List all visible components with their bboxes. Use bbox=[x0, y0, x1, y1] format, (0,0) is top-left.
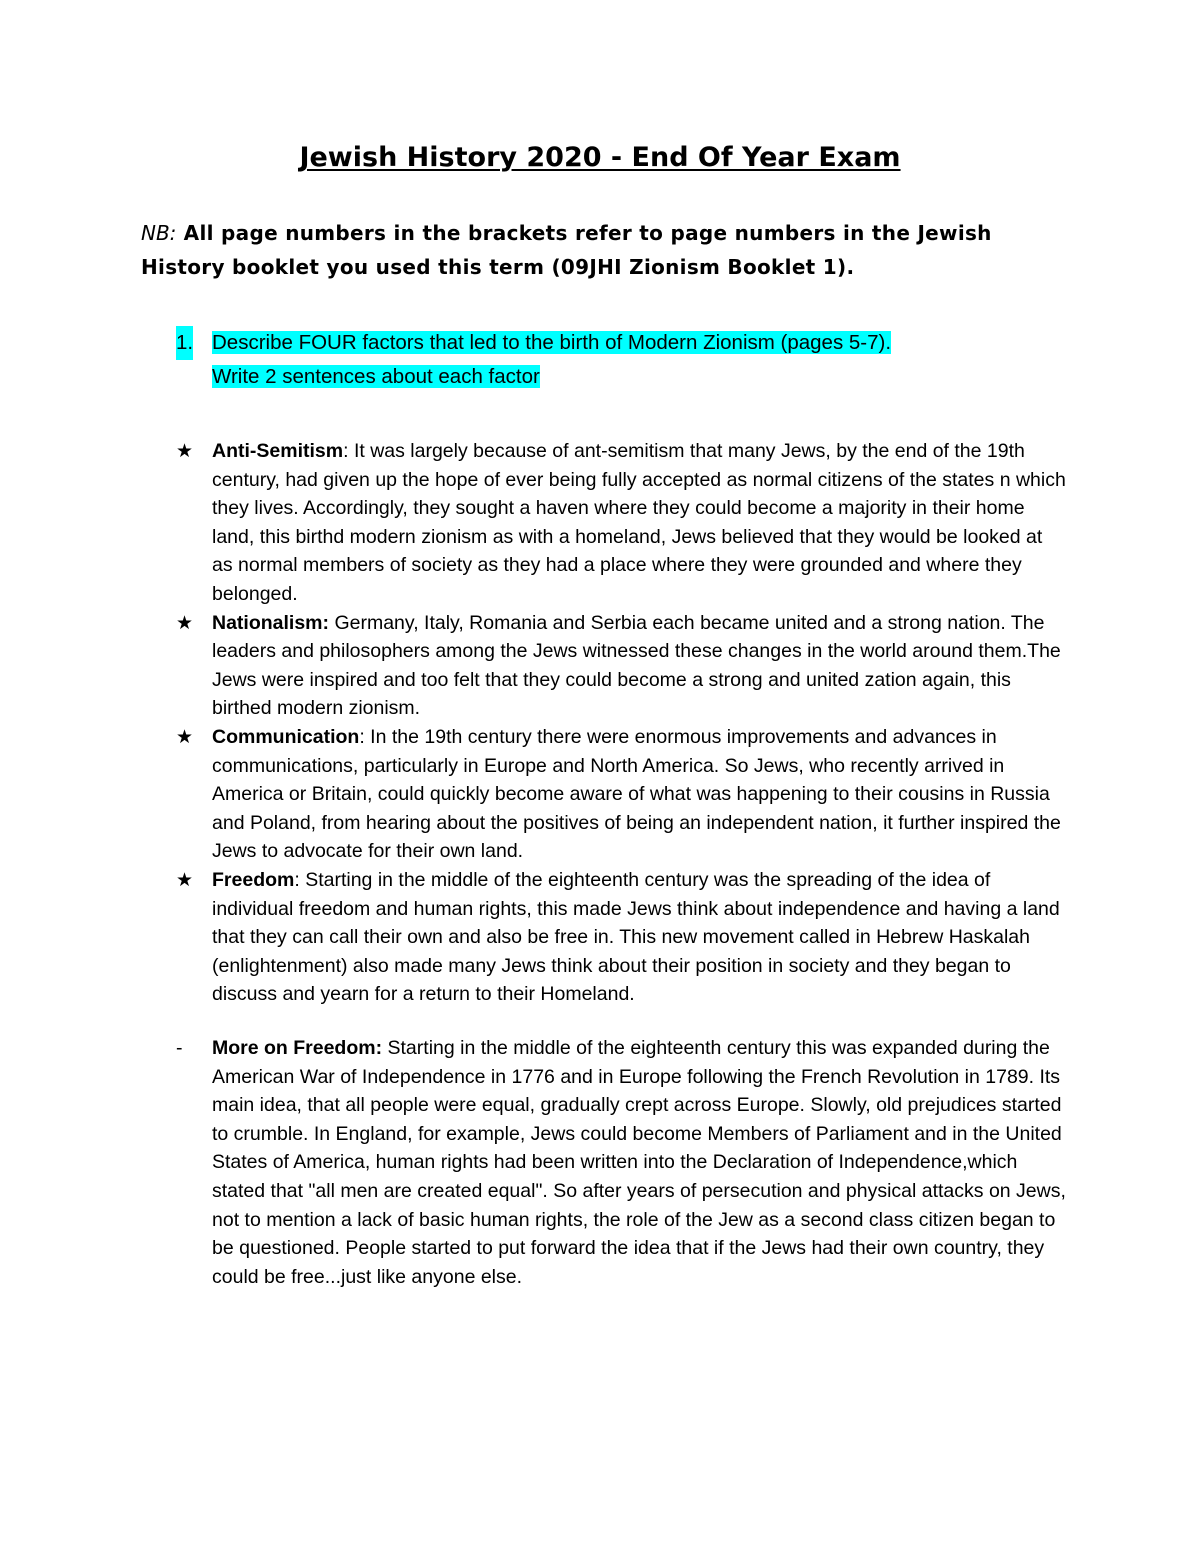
factor-text: : It was largely because of ant-semitism that many Jews, by the end of the 19th century, had given up the hope of ever being fully accepted as normal citizens of the states n which they lives. Accordingly, they sought a haven where they could become a majority in their home land, this birthd modern zionism as with a homeland, Jews believed that they would be looked at as normal members of society as they had a place where they were grounded and where they belonged. bbox=[212, 440, 1066, 605]
factor-item-anti-semitism bbox=[176, 437, 1066, 609]
factor-list bbox=[176, 437, 1066, 1009]
question-line-2: Write 2 sentences about each factor bbox=[212, 365, 540, 388]
more-term: More on Freedom: bbox=[212, 1037, 383, 1059]
question-number: 1. bbox=[176, 326, 193, 360]
factor-item-nationalism bbox=[176, 609, 1066, 723]
factor-item-communication bbox=[176, 723, 1066, 866]
page-title-text: Jewish History 2020 - End Of Year Exam bbox=[299, 142, 901, 173]
more-text: Starting in the middle of the eighteenth century this was expanded during the American War of Independence in 1776 and in Europe following the French Revolution in 1789. Its main idea, that all people were equal, gradually crept across Europe. Slowly, old prejudices started to crumble. In England, for example, Jews could become Members of Parliament and in the United States of America, human rights had been written into the Declaration of Independence,which stated that "all men are created equal". So after years of persecution and physical attacks on Jews, not to mention a lack of basic human rights, the role of the Jew as a second class citizen began to be questioned. People started to put forward the idea that if the Jews had their own country, they could be free...just like anyone else. bbox=[212, 1037, 1066, 1288]
question-text bbox=[212, 326, 1056, 394]
factor-term: Anti-Semitism bbox=[212, 440, 344, 462]
nb-note bbox=[141, 216, 1061, 284]
star-bullet-icon: ★ bbox=[176, 440, 194, 462]
star-bullet-icon: ★ bbox=[176, 725, 194, 748]
page-title bbox=[0, 141, 1200, 175]
factor-term: Nationalism: bbox=[212, 611, 330, 634]
star-bullet-icon: ★ bbox=[176, 611, 194, 634]
factor-item-freedom bbox=[176, 866, 1066, 1009]
dash-bullet: - bbox=[176, 1037, 183, 1059]
factor-term: Freedom bbox=[212, 868, 295, 891]
question-1 bbox=[176, 326, 1056, 394]
factor-text: Germany, Italy, Romania and Serbia each became united and a strong nation. The leaders and philosophers among the Jews witnessed these changes in the world around them.The Jews were inspired and too felt that they could become a strong and united zation again, this birthed modern zionism. bbox=[212, 611, 1061, 720]
question-line-1: Describe FOUR factors that led to the birth of Modern Zionism (pages 5-7). bbox=[212, 331, 892, 354]
factor-text: : Starting in the middle of the eighteenth century was the spreading of the idea of individual freedom and human rights, this made Jews think about independence and having a land that they can call their own and also be free in. This new movement called in Hebrew Haskalah (enlightenment) also made many Jews think about their position in society and they began to discuss and yearn for a return to their Homeland. bbox=[212, 868, 1060, 1006]
factor-text: : In the 19th century there were enormous improvements and advances in communications, particularly in Europe and North America. So Jews, who recently arrived in America or Britain, could quickly become aware of what was happening to their cousins in Russia and Poland, from hearing about the positives of being an independent nation, it further inspired the Jews to advocate for their own land. bbox=[212, 725, 1061, 863]
more-on-freedom bbox=[176, 1034, 1066, 1291]
nb-label: NB: bbox=[141, 221, 177, 245]
nb-text: All page numbers in the brackets refer to page numbers in the Jewish History booklet you used this term (09JHI Zionism Booklet 1). bbox=[141, 221, 992, 279]
star-bullet-icon: ★ bbox=[176, 868, 194, 891]
factor-term: Communication bbox=[212, 725, 360, 748]
